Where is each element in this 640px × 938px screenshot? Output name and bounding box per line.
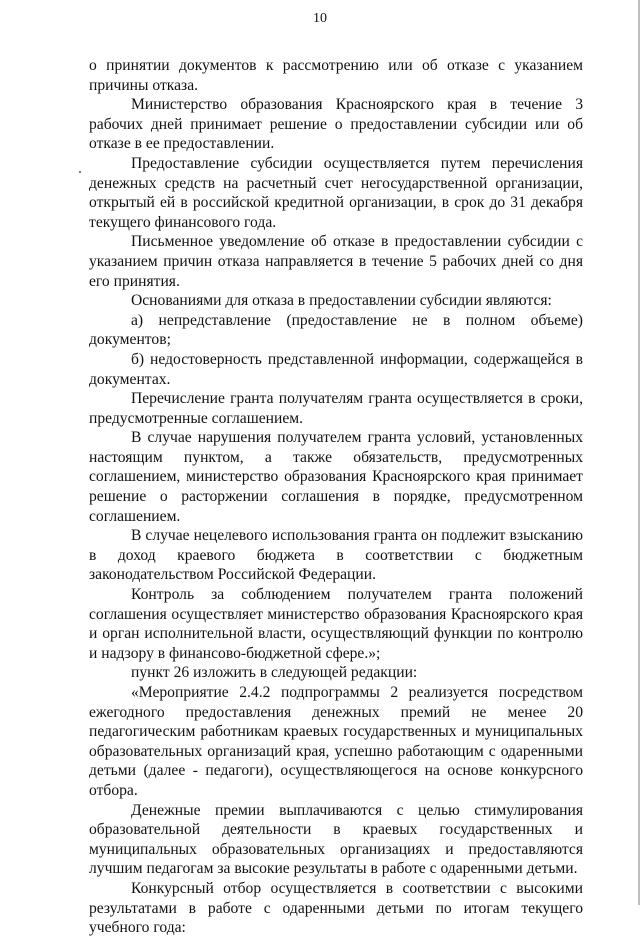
paragraph: пункт 26 изложить в следующей редакции: — [131, 664, 418, 682]
list-item: б) недостоверность представленной информации, содержащейся в документах. — [89, 350, 583, 388]
paragraph: «Мероприятие 2.4.2 подпрограммы 2 реализуется посредством ежегодного предоставления денежных премий не менее 20 педагогическим работникам краевых государственных и муниципальных образовательных организаций края, успешно работающим с одаренными детьми (далее - педагоги), осуществляющегося на основе конкурсного отбора. — [89, 684, 583, 799]
paragraph: Министерство образования Красноярского края в течение 3 рабочих дней принимает решение о предоставлении субсидии или об отказе в ее предоставлении. — [89, 96, 583, 153]
paragraph: В случае нарушения получателем гранта условий, установленных настоящим пунктом, а также обязательств, предусмотренных соглашением, министерство образования Красноярского края принимает решение о расторжении соглашения в порядке, предусмотренном соглашением. — [89, 429, 583, 525]
paragraph: Денежные премии выплачиваются с целью стимулирования образовательной деятельности в краевых государственных и муниципальных образовательных организациях и предоставляются лучшим педагогам за высокие результаты в работе с одаренными детьми. — [89, 801, 583, 878]
scan-speck — [79, 171, 81, 173]
paragraph: Предоставление субсидии осуществляется путем перечисления денежных средств на расчетный счет негосударственной организации, открытый ей в российской кредитной организации, в срок до 31 декабря текущего финансового года. — [89, 154, 583, 231]
paragraph: о принятии документов к рассмотрению или об отказе с указанием причины отказа. — [89, 57, 583, 94]
list-item: а) непредставление (предоставление не в полном объеме) документов; — [89, 311, 583, 349]
page-number: 10 — [313, 11, 327, 26]
paragraph: Контроль за соблюдением получателем гранта положений соглашения осуществляет министерство образования Красноярского края и орган исполнительной власти, осуществляющий функции по контролю и надзору в финансово-бюджетной сфере.»; — [89, 586, 583, 662]
document-body — [89, 56, 583, 938]
paragraph: В случае нецелевого использования гранта он подлежит взысканию в доход краевого бюджета в соответствии с бюджетным законодательством Российской Федерации. — [89, 527, 583, 584]
paragraph: Перечисление гранта получателям гранта осуществляется в сроки, предусмотренные соглашением. — [89, 390, 583, 427]
paragraph: Основаниями для отказа в предоставлении субсидии являются: — [131, 292, 552, 310]
paragraph: Письменное уведомление об отказе в предоставлении субсидии с указанием причин отказа направляется в течение 5 рабочих дней со дня его принятия. — [89, 233, 583, 290]
paragraph: Конкурсный отбор осуществляется в соответствии с высокими результатами в работе с одаренными детьми по итогам текущего учебного года: — [89, 879, 583, 937]
